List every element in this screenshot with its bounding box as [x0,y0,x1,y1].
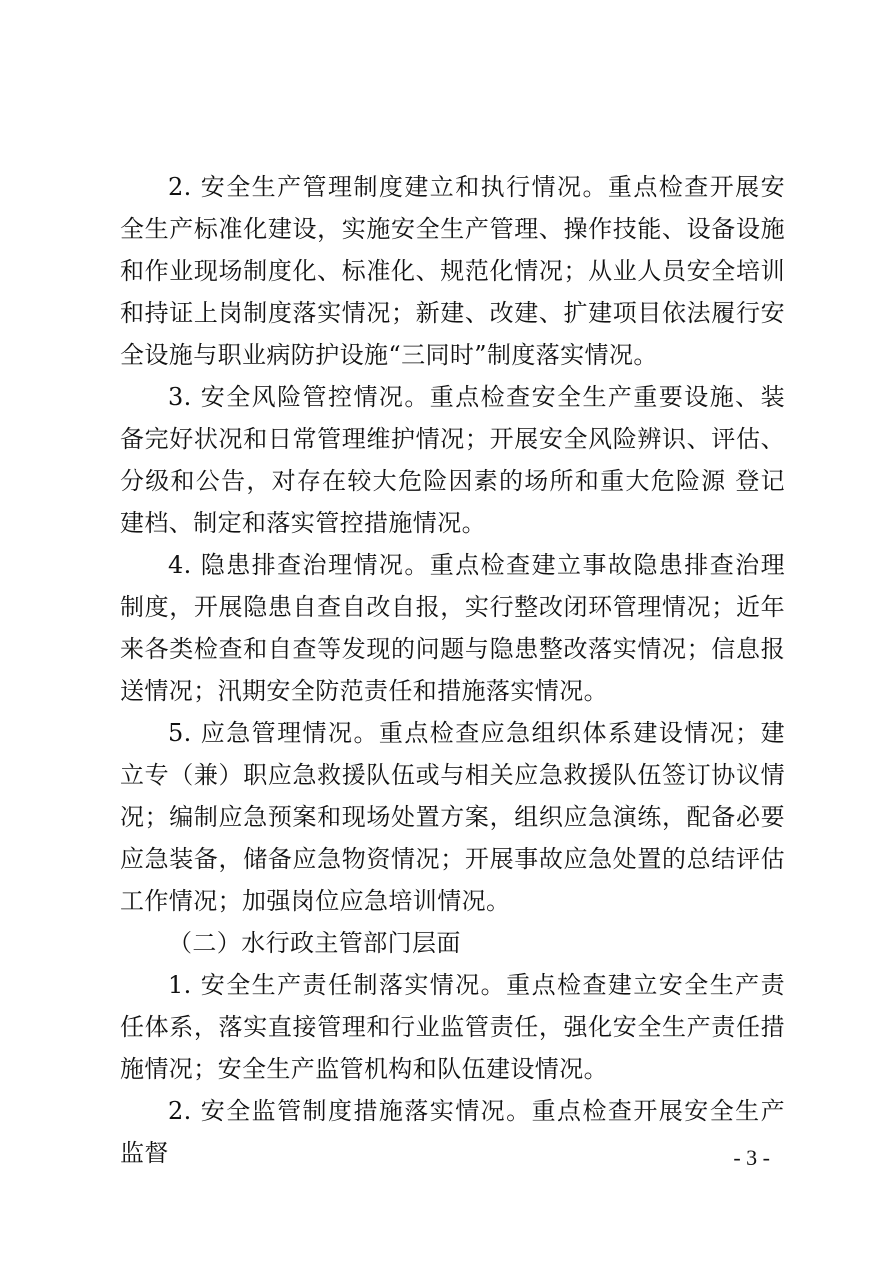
page-number: - 3 - [733,1145,770,1170]
paragraph-responsibility-system: 1. 安全生产责任制落实情况。重点检查建立安全生产责任体系，落实直接管理和行业监管责任，强化安全生产责任措施情况；安全生产监管机构和队伍建设情况。 [120,971,785,1083]
document-body [120,166,785,1174]
paragraph-emergency-management: 5. 应急管理情况。重点检查应急组织体系建设情况；建立专（兼）职应急救援队伍或与相关应急救援队伍签订协议情况；编制应急预案和现场处置方案，组织应急演练，配备必要应急装备，储备应急物资情况；开展事故应急处置的总结评估工作情况；加强岗位应急培训情况。 [120,719,785,915]
paragraph-supervision-system: 2. 安全监管制度措施落实情况。重点检查开展安全生产监督 [120,1097,785,1167]
section-heading-water-admin: （二）水行政主管部门层面 [168,929,461,957]
paragraph-management-system: 2. 安全生产管理制度建立和执行情况。重点检查开展安全生产标准化建设，实施安全生产管理、操作技能、设备设施和作业现场制度化、标准化、规范化情况；从业人员安全培训和持证上岗制度落实情况；新建、改建、扩建项目依法履行安全设施与职业病防护设施“三同时”制度落实情况。 [120,173,785,369]
paragraph-risk-control: 3. 安全风险管控情况。重点检查安全生产重要设施、装备完好状况和日常管理维护情况；开展安全风险辨识、评估、分级和公告，对存在较大危险因素的场所和重大危险源 登记建档、制定和落实管控措施情况。 [120,383,785,537]
paragraph-hazard-rectification: 4. 隐患排查治理情况。重点检查建立事故隐患排查治理制度，开展隐患自查自改自报，实行整改闭环管理情况；近年来各类检查和自查等发现的问题与隐患整改落实情况；信息报送情况；汛期安全防范责任和措施落实情况。 [120,551,785,705]
